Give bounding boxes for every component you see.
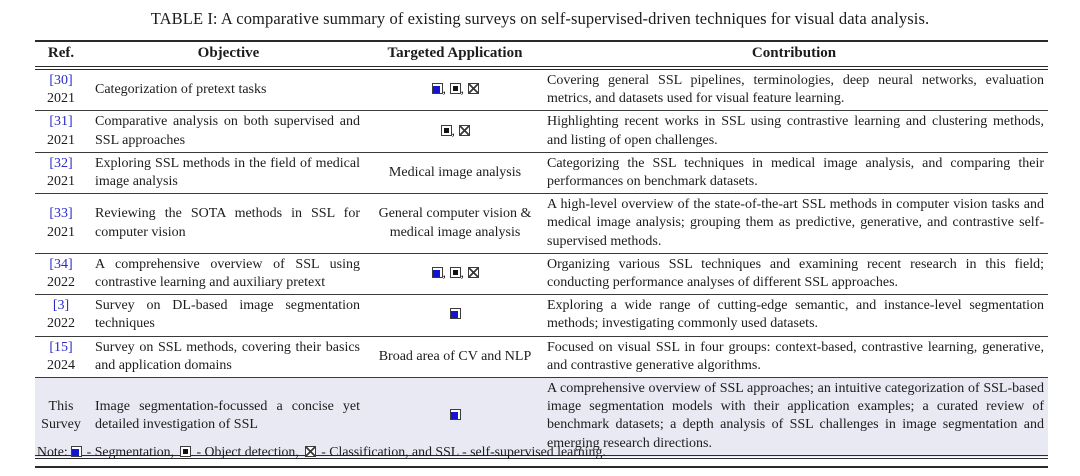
ref-cell	[35, 253, 87, 294]
classification-icon	[468, 83, 479, 94]
application-cell: , ,	[370, 253, 540, 294]
ref-cell	[35, 295, 87, 336]
survey-table	[35, 40, 1048, 459]
citation-link[interactable]: [31]	[49, 114, 73, 130]
objective-cell: Comparative analysis on both supervised and SSL approaches	[95, 114, 360, 148]
table-row	[35, 253, 1048, 294]
objective-cell: A comprehensive overview of SSL using contrastive learning and auxiliary pretext	[95, 256, 360, 291]
objective-cell: Image segmentation-focussed a concise yet detailed investigation of SSL	[95, 399, 360, 433]
table-row	[35, 295, 1048, 336]
table-body	[35, 68, 1048, 457]
contribution-cell: Exploring a wide range of cutting-edge semantic, and instance-level segmentation methods; investigating commonly used datasets.	[547, 298, 1044, 332]
header-contribution: Contribution	[540, 41, 1048, 68]
contribution-cell: Highlighting recent works in SSL using contrastive learning and clustering methods, and listing of open challenges.	[547, 114, 1044, 148]
citation-link[interactable]: [32]	[49, 155, 73, 171]
note-item-label: - Object detection,	[196, 444, 299, 459]
objective-cell: Categorization of pretext tasks	[95, 82, 267, 98]
segmentation-icon	[432, 267, 443, 278]
note-item-label: - Segmentation,	[86, 444, 175, 459]
ref-cell	[35, 111, 87, 152]
objective-cell: Survey on DL-based image segmentation techniques	[95, 298, 360, 332]
ref-year: 2021	[47, 91, 75, 107]
ref-year: 2021	[47, 132, 75, 148]
application-cell: Broad area of CV and NLP	[378, 348, 532, 364]
table-row	[35, 152, 1048, 193]
ref-cell	[35, 336, 87, 377]
ref-cell	[35, 152, 87, 193]
contribution-cell: Focused on visual SSL in four groups: context-based, contrastive learning, generative, and contrastive generative algorithms.	[547, 339, 1044, 373]
header-objective: Objective	[87, 41, 370, 68]
objective-cell: Reviewing the SOTA methods in SSL for computer vision	[95, 206, 360, 240]
ref-label: Survey	[41, 417, 81, 433]
application-cell: General computer vision & medical image analysis	[378, 206, 532, 240]
contribution-cell: Categorizing the SSL techniques in medical image analysis, and comparing their performances on benchmark datasets.	[547, 155, 1044, 190]
legend-note	[35, 444, 1048, 468]
table-row	[35, 194, 1048, 254]
application-cell: Medical image analysis	[388, 164, 522, 180]
ref-cell	[35, 194, 87, 254]
segmentation-icon	[450, 308, 461, 319]
citation-link[interactable]: [34]	[49, 256, 73, 272]
contribution-cell: A comprehensive overview of SSL approaches; an intuitive categorization of SSL-based image segmentation models with their application examples; a curated review of benchmark datasets; a depth analysis of SSL challenges in image segmentation and emerging research directions.	[547, 381, 1044, 451]
ref-year: 2021	[47, 224, 75, 240]
ref-label: This	[48, 399, 74, 415]
note-item-label: - Classification, and SSL - self-supervised learning.	[321, 444, 606, 459]
table-row	[35, 68, 1048, 111]
classification-icon	[468, 267, 479, 278]
ref-cell	[35, 68, 87, 111]
table-row	[35, 111, 1048, 152]
object-detection-icon	[450, 83, 461, 94]
application-cell	[370, 295, 540, 336]
citation-link[interactable]: [3]	[52, 298, 70, 314]
segmentation-icon	[450, 409, 461, 420]
ref-year: 2021	[47, 174, 75, 190]
ref-year: 2022	[47, 316, 75, 332]
survey-table-container	[35, 40, 1048, 459]
objective-cell: Exploring SSL methods in the field of medical image analysis	[95, 155, 360, 190]
object-detection-icon	[180, 446, 191, 457]
application-cell: , ,	[370, 68, 540, 111]
table-row	[35, 336, 1048, 377]
ref-year: 2022	[47, 275, 75, 291]
object-detection-icon	[450, 267, 461, 278]
citation-link[interactable]: [33]	[49, 206, 73, 222]
citation-link[interactable]: [30]	[49, 73, 73, 88]
objective-cell: Survey on SSL methods, covering their basics and application domains	[95, 339, 360, 373]
note-items	[68, 444, 606, 459]
segmentation-icon	[432, 83, 443, 94]
citation-link[interactable]: [15]	[49, 339, 73, 355]
header-ref: Ref.	[35, 41, 87, 68]
object-detection-icon	[441, 125, 452, 136]
note-prefix: Note:	[37, 444, 68, 459]
contribution-cell: Covering general SSL pipelines, terminologies, deep neural networks, evaluation metrics, and datasets used for visual feature learning.	[547, 73, 1044, 107]
header-row	[35, 41, 1048, 68]
header-application: Targeted Application	[370, 41, 540, 68]
contribution-cell: Organizing various SSL techniques and examining recent research in this field; conducting performance analyses of different SSL approaches.	[547, 256, 1044, 291]
segmentation-icon	[71, 446, 82, 457]
classification-icon	[459, 125, 470, 136]
classification-icon	[305, 446, 316, 457]
application-cell: ,	[370, 111, 540, 152]
ref-year: 2024	[47, 357, 75, 373]
contribution-cell: A high-level overview of the state-of-the-art SSL methods in computer vision tasks and medical image analysis; grouping them as predictive, generative, and contrastive self-supervised methods.	[547, 197, 1044, 249]
table-caption: TABLE I: A comparative summary of existing surveys on self-supervised-driven techniques for visual data analysis.	[150, 9, 930, 28]
